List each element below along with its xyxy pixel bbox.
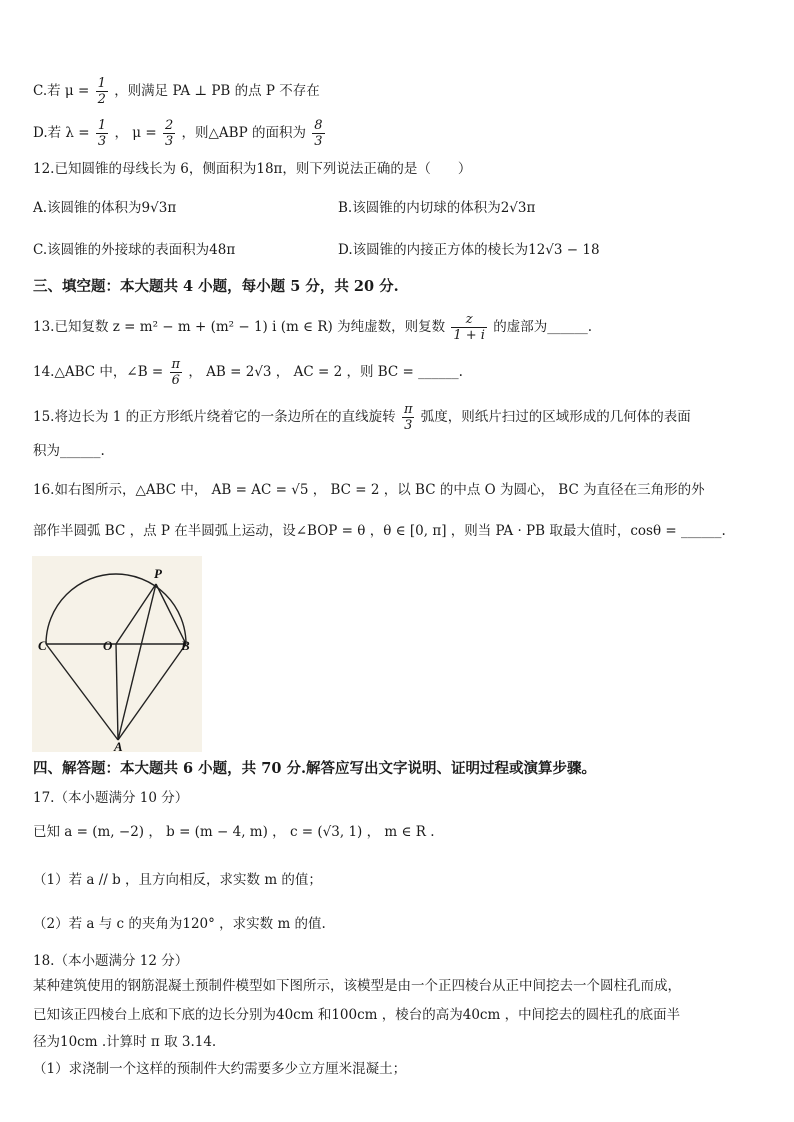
q14-post: ， AB = 2√3 ， AC = 2 ，则 BC = ______.: [188, 364, 463, 380]
q11-option-d: [33, 118, 327, 149]
segment-op: [116, 584, 156, 644]
segment-ba: [118, 644, 186, 740]
fraction: [96, 76, 108, 107]
q15-post: 弧度，则纸片扫过的区域形成的几何体的表面: [420, 409, 691, 425]
fraction: [312, 118, 324, 149]
q12-option-a: A.该圆锥的体积为9√3π: [33, 200, 177, 216]
frac-num: 1: [97, 118, 107, 133]
fraction: [96, 118, 108, 149]
q18-line-3: 径为10cm .计算时 π 取 3.14.: [33, 1034, 217, 1050]
frac-num: z: [451, 312, 487, 328]
q12-stem: 12.已知圆锥的母线长为 6，侧面积为18π，则下列说法正确的是（ ）: [33, 161, 472, 177]
q16-figure: [32, 556, 202, 752]
q11-c-pre: C.若 μ =: [33, 83, 90, 99]
frac-den: 2: [97, 92, 106, 107]
q12-option-d: D.该圆锥的内接正方体的棱长为12√3 − 18: [338, 242, 600, 258]
frac-num: π: [403, 402, 413, 417]
q13-post: 的虚部为______.: [493, 319, 593, 335]
frac-num: 1: [97, 76, 106, 91]
q16-line-1: 16.如右图所示，△ABC 中， AB = AC = √5 ， BC = 2 ，以 BC 的中点 O 为圆心， BC 为直径在三角形的外: [33, 482, 705, 498]
segment-pa: [118, 584, 156, 740]
label-c: C: [38, 638, 47, 653]
q14-pre: 14.△ABC 中，∠B =: [33, 364, 164, 380]
label-a: A: [114, 739, 123, 752]
q15-line-1: [33, 402, 691, 433]
q18-title: 18.（本小题满分 12 分）: [33, 953, 189, 969]
label-p: P: [154, 566, 162, 581]
q18-part-1: （1）求浇制一个这样的预制件大约需要多少立方厘米混凝土；: [33, 1061, 407, 1077]
frac-den: 3: [404, 418, 413, 433]
segment-oa: [116, 644, 118, 740]
q17-part-2: （2）若 a 与 c 的夹角为120° ，求实数 m 的值.: [33, 916, 326, 932]
q11-c-post: ，则满足 PA ⊥ PB 的点 P 不存在: [114, 83, 320, 99]
q12-option-b: B.该圆锥的内切球的体积为2√3π: [338, 200, 536, 216]
frac-den: 3: [164, 134, 174, 149]
segment-ca: [46, 644, 118, 740]
q16-diagram: [32, 556, 202, 752]
fraction: [163, 118, 175, 149]
label-b: B: [181, 638, 190, 653]
q11-d-pre: D.若 λ =: [33, 125, 90, 141]
q14: [33, 357, 463, 388]
frac-num: 8: [314, 118, 323, 133]
q18-line-1: 某种建筑使用的钢筋混凝土预制件模型如下图所示，该模型是由一个正四棱台从正中间挖去一个圆柱孔而成，: [33, 978, 681, 994]
fraction: [170, 357, 183, 388]
semicircle-arc: [46, 574, 186, 644]
fraction: [451, 312, 487, 343]
q17-title: 17.（本小题满分 10 分）: [33, 790, 189, 806]
frac-den: 3: [314, 134, 323, 149]
frac-num: 2: [164, 118, 174, 133]
q17-part-1: （1）若 a // b ，且方向相反，求实数 m 的值；: [33, 872, 322, 888]
q11-d-mid: ， μ =: [114, 125, 157, 141]
frac-num: π: [171, 357, 181, 372]
label-o: O: [103, 638, 113, 653]
segment-pb: [156, 584, 186, 644]
frac-den: 6: [171, 373, 180, 388]
q13: [33, 312, 592, 343]
q16-line-2: 部作半圆弧 BC ，点 P 在半圆弧上运动，设∠BOP = θ ，θ ∈ [0, π] ，则当 PA · PB 取最大值时，cosθ = ______.: [33, 523, 726, 539]
q13-pre: 13.已知复数 z = m² − m + (m² − 1) i (m ∈ R) 为纯虚数，则复数: [33, 319, 446, 335]
frac-den: 3: [97, 134, 107, 149]
section-3-heading: 三、填空题：本大题共 4 小题，每小题 5 分，共 20 分.: [33, 278, 399, 295]
fraction: [402, 402, 415, 433]
q15-line-2: 积为______.: [33, 443, 105, 459]
q12-option-c: C.该圆锥的外接球的表面积为48π: [33, 242, 236, 258]
frac-den: 1 + i: [453, 328, 485, 343]
q15-pre: 15.将边长为 1 的正方形纸片绕着它的一条边所在的直线旋转: [33, 409, 396, 425]
q11-d-post: ，则△ABP 的面积为: [181, 125, 306, 141]
q18-line-2: 已知该正四棱台上底和下底的边长分别为40cm 和100cm ，棱台的高为40cm ，中间挖去的圆柱孔的底面半: [33, 1007, 681, 1023]
section-4-heading: 四、解答题：本大题共 6 小题，共 70 分.解答应写出文字说明、证明过程或演算步骤。: [33, 760, 597, 777]
q11-option-c: [33, 76, 320, 107]
q17-given: 已知 a = (m, −2) ， b = (m − 4, m) ， c = (√3, 1) ， m ∈ R .: [33, 824, 435, 840]
